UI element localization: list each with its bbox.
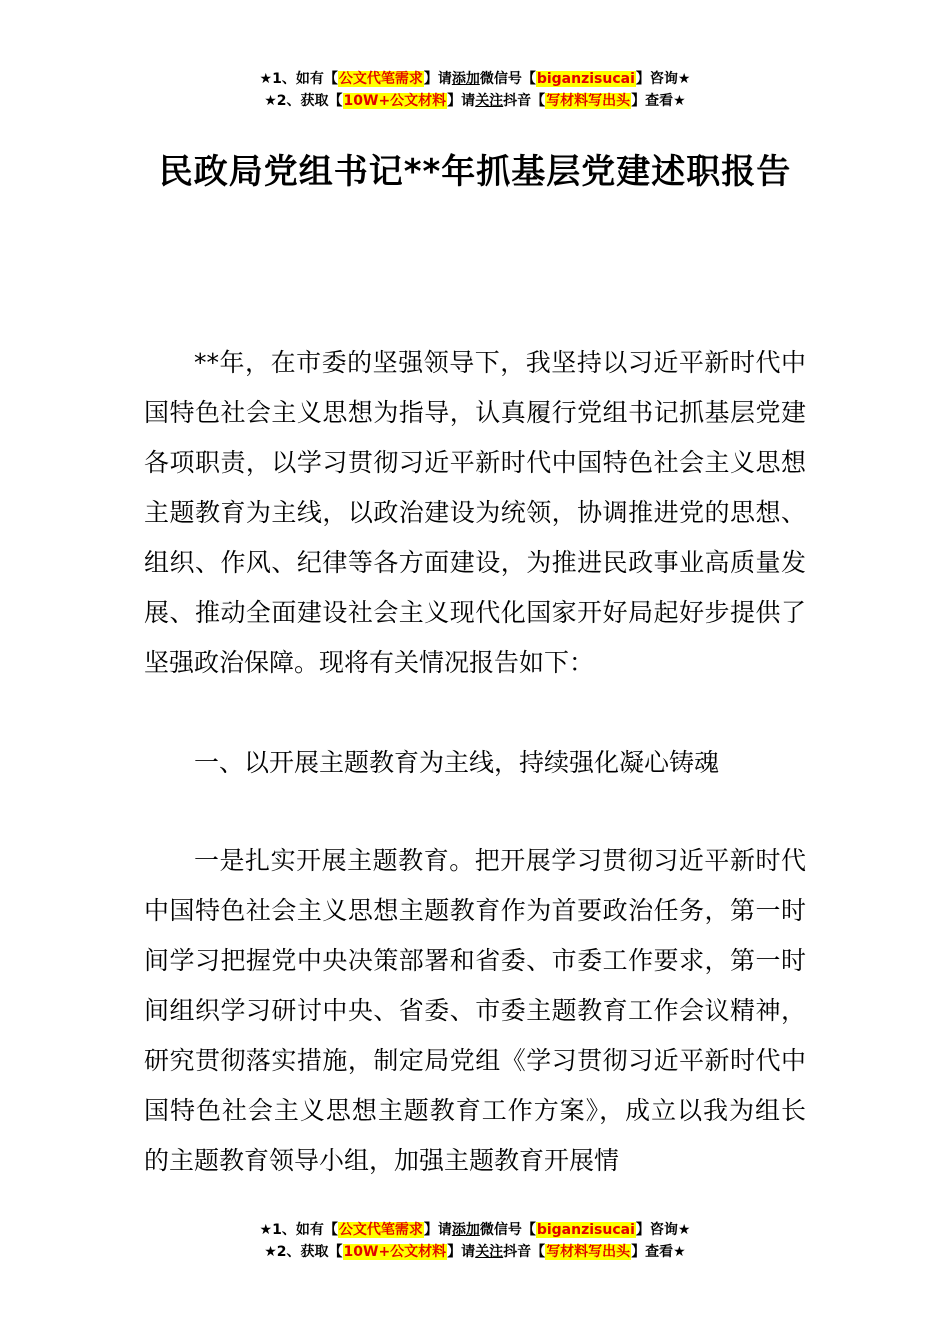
section-heading: 一、以开展主题教育为主线，持续强化凝心铸魂 [194, 748, 720, 777]
promo-highlight: 公文代笔需求 [338, 1222, 423, 1238]
promo-underline: 添加 [451, 1222, 480, 1238]
promo-text: ★2、获取【 [264, 1244, 343, 1260]
promo-banner-bottom [0, 1219, 950, 1263]
promo-text: ★1、如有【 [259, 1222, 338, 1238]
promo-text: 抖音【 [503, 93, 546, 109]
promo-underline: 添加 [451, 71, 480, 87]
promo-banner-top [0, 68, 950, 112]
promo-text: 】咨询★ [635, 71, 691, 87]
promo-text: 】查看★ [631, 93, 686, 109]
promo-highlight: 写材料写出头 [546, 1244, 631, 1260]
promo-underline: 关注 [475, 1244, 504, 1260]
promo-highlight: 10W+公文材料 [343, 1244, 447, 1260]
body-paragraph: 一是扎实开展主题教育。把开展学习贯彻习近平新时代中国特色社会主义思想主题教育作为首要政治任务，第一时间学习把握党中央决策部署和省委、市委工作要求，第一时间组织学习研讨中央、省委、市委主题教育工作会议精神，研究贯彻落实措施，制定局党组《学习贯彻习近平新时代中国特色社会主义思想主题教育工作方案》，成立以我为组长的主题教育领导小组，加强主题教育开展情 [144, 846, 806, 1175]
promo-highlight: 10W+公文材料 [343, 93, 447, 109]
promo-line-1 [0, 1219, 950, 1241]
promo-text: 】请 [447, 1244, 476, 1260]
promo-text: ★2、获取【 [264, 93, 343, 109]
promo-underline: 关注 [475, 93, 504, 109]
document-title: 民政局党组书记**年抓基层党建述职报告 [158, 152, 792, 192]
promo-highlight: 公文代笔需求 [338, 71, 423, 87]
promo-text: 】请 [447, 93, 476, 109]
promo-line-2 [0, 1241, 950, 1263]
promo-text: 】请 [423, 71, 452, 87]
promo-text: 】咨询★ [635, 1222, 691, 1238]
promo-highlight: 写材料写出头 [546, 93, 631, 109]
promo-text: ★1、如有【 [259, 71, 338, 87]
promo-line-1 [0, 68, 950, 90]
promo-text: 抖音【 [503, 1244, 546, 1260]
promo-text: 微信号【 [479, 71, 536, 87]
promo-highlight: biganzisucai [536, 71, 635, 87]
promo-highlight: biganzisucai [536, 1222, 635, 1238]
promo-text: 】查看★ [631, 1244, 686, 1260]
intro-paragraph: **年，在市委的坚强领导下，我坚持以习近平新时代中国特色社会主义思想为指导，认真履行党组书记抓基层党建各项职责，以学习贯彻习近平新时代中国特色社会主义思想主题教育为主线，以政治建设为统领，协调推进党的思想、组织、作风、纪律等各方面建设，为推进民政事业高质量发展、推动全面建设社会主义现代化国家开好局起好步提供了坚强政治保障。现将有关情况报告如下： [144, 348, 806, 677]
promo-line-2 [0, 90, 950, 112]
promo-text: 】请 [423, 1222, 452, 1238]
promo-text: 微信号【 [479, 1222, 536, 1238]
